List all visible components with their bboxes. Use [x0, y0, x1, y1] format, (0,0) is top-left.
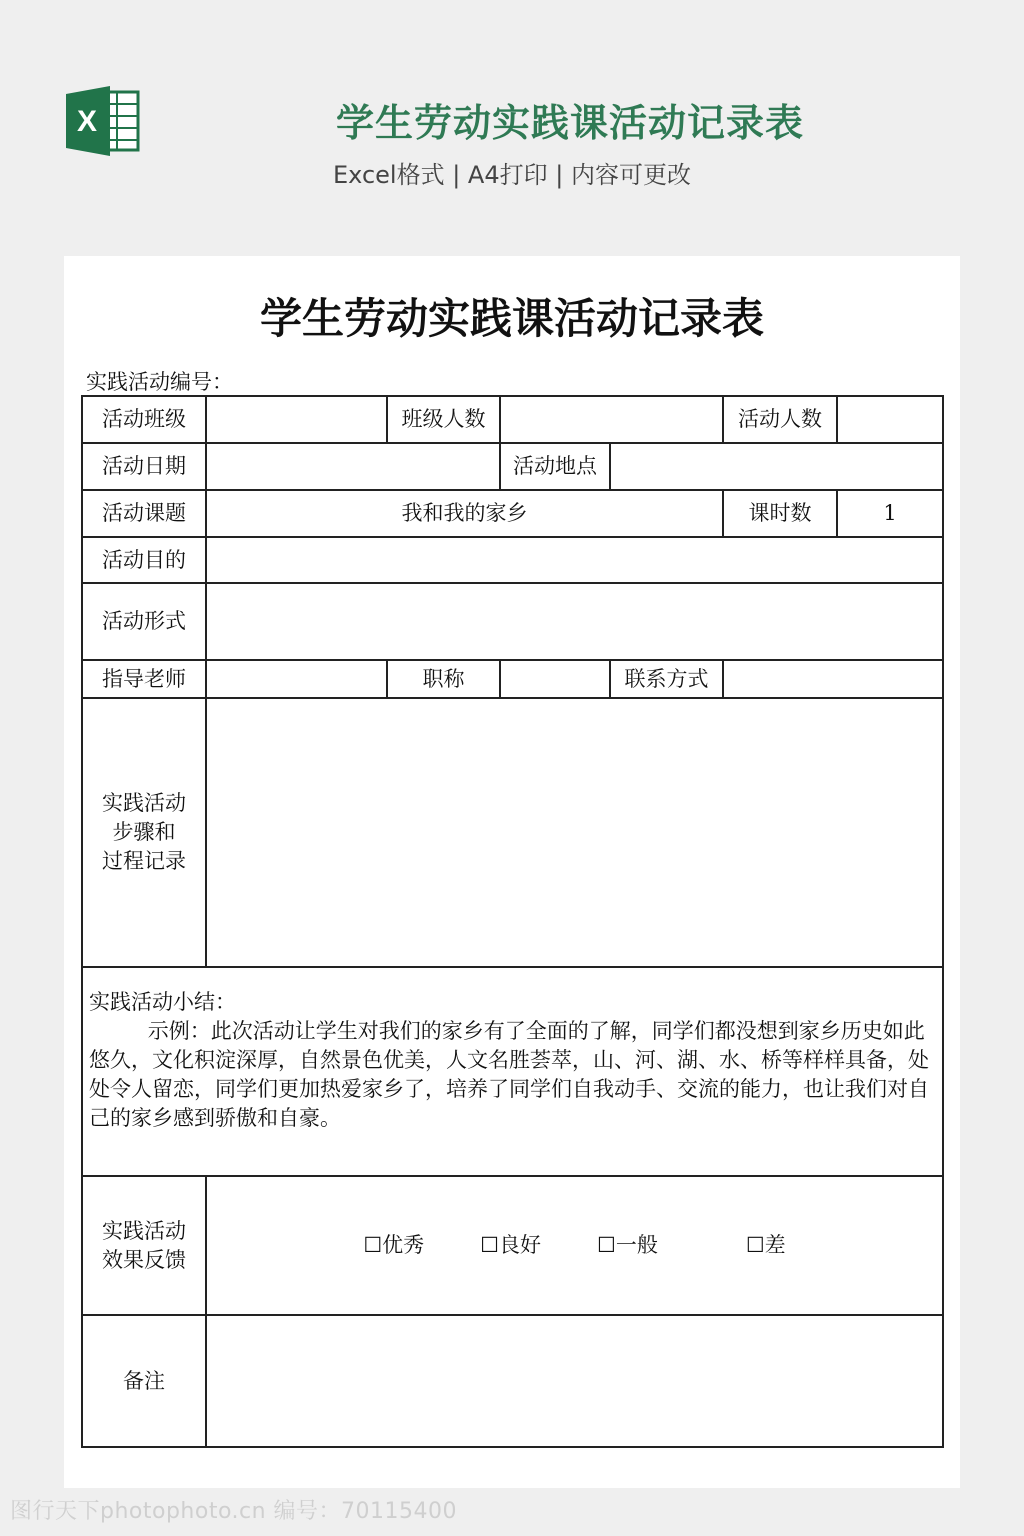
watermark: 图行天下photophoto.cn 编号：70115400: [10, 1499, 458, 1524]
form-row: [82, 396, 943, 443]
serial-number-label: 实践活动编号：: [86, 370, 233, 394]
checkbox-excellent[interactable]: ☐优秀: [363, 1233, 425, 1257]
record-form: [81, 395, 944, 1448]
label-purpose: 活动目的: [82, 537, 206, 583]
label-feedback-line: 效果反馈: [102, 1247, 186, 1272]
document-sheet: [64, 256, 960, 1488]
header-banner: [0, 0, 1024, 240]
form-row: [82, 583, 943, 660]
field-purpose[interactable]: [206, 537, 943, 583]
field-steps[interactable]: [206, 698, 943, 967]
form-row: [82, 443, 943, 490]
label-contact: 联系方式: [610, 660, 723, 698]
summary-heading: 实践活动小结：: [89, 990, 236, 1014]
field-contact[interactable]: [723, 660, 943, 698]
field-remarks[interactable]: [206, 1315, 943, 1447]
banner-title: 学生劳动实践课活动记录表: [335, 101, 804, 145]
checkbox-good[interactable]: ☐良好: [480, 1233, 541, 1257]
field-form[interactable]: [206, 583, 943, 660]
label-remarks: 备注: [82, 1315, 206, 1447]
form-row: [82, 1315, 943, 1447]
form-row: [82, 537, 943, 583]
summary-cell[interactable]: [82, 967, 943, 1176]
banner-subtitle: Excel格式 | A4打印 | 内容可更改: [333, 161, 691, 189]
label-steps-line: 步骤和: [112, 820, 176, 844]
form-row: [82, 698, 943, 967]
label-form: 活动形式: [82, 583, 206, 660]
label-participants: 活动人数: [723, 396, 837, 443]
checkbox-average[interactable]: ☐一般: [597, 1233, 658, 1257]
label-location: 活动地点: [500, 443, 610, 490]
label-steps-line: 实践活动: [102, 791, 186, 815]
field-teacher[interactable]: [206, 660, 387, 698]
excel-icon-letter: X: [76, 105, 98, 138]
feedback-options: [206, 1176, 943, 1315]
form-row: [82, 1176, 943, 1315]
label-steps-line: 过程记录: [102, 849, 186, 873]
field-participants[interactable]: [837, 396, 943, 443]
summary-body: 示例：此次活动让学生对我们的家乡有了全面的了解，同学们都没想到家乡历史如此悠久，文化积淀深厚，自然景色优美，人文名胜荟萃，山、河、湖、水、桥等样样具备，处处令人留恋，同学们更加热爱家乡了，培养了同学们自我动手、交流的能力，也让我们对自己的家乡感到骄傲和自豪。: [89, 1019, 929, 1130]
field-topic[interactable]: 我和我的家乡: [206, 490, 723, 537]
label-topic: 活动课题: [82, 490, 206, 537]
label-date: 活动日期: [82, 443, 206, 490]
label-feedback: [82, 1176, 206, 1315]
field-location[interactable]: [610, 443, 943, 490]
label-feedback-line: 实践活动: [102, 1218, 186, 1243]
form-row: [82, 967, 943, 1176]
checkbox-poor[interactable]: ☐差: [745, 1233, 786, 1257]
label-class-size: 班级人数: [387, 396, 500, 443]
label-class: 活动班级: [82, 396, 206, 443]
field-date[interactable]: [206, 443, 500, 490]
label-steps: [82, 698, 206, 967]
label-hours: 课时数: [723, 490, 837, 537]
label-teacher-title: 职称: [387, 660, 500, 698]
field-hours[interactable]: 1: [837, 490, 943, 537]
field-class-size[interactable]: [500, 396, 723, 443]
label-teacher: 指导老师: [82, 660, 206, 698]
document-title: 学生劳动实践课活动记录表: [259, 294, 764, 343]
excel-icon: [66, 86, 142, 156]
form-row: [82, 660, 943, 698]
field-teacher-title[interactable]: [500, 660, 610, 698]
form-row: [82, 490, 943, 537]
field-class[interactable]: [206, 396, 387, 443]
